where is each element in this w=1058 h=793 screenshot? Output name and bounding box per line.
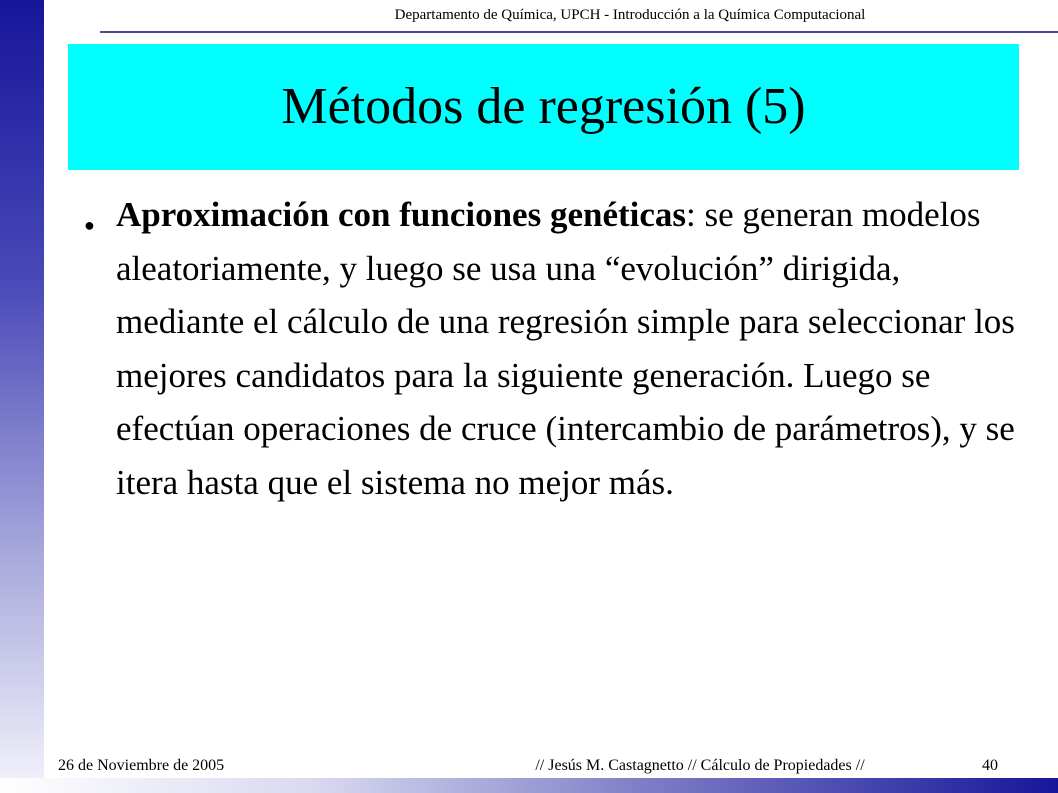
slide-title: Métodos de regresión (5) (281, 78, 806, 135)
page-number: 40 (982, 757, 998, 774)
bullet-term: Aproximación con funciones genéticas (116, 195, 687, 234)
bottom-decorative-bar (0, 778, 1058, 793)
bullet-paragraph (116, 188, 1016, 509)
bullet-icon: ● (84, 215, 95, 235)
bullet-text: : se generan modelos aleatoriamente, y luego se usa una “evolución” dirigida, mediante el cálculo de una regresión simple para seleccionar los mejores candidatos para la siguiente generación. Luego se efectúan operaciones de cruce (intercambio de parámetros), y se itera hasta que el sistema no mejor más. (116, 195, 1015, 502)
header-divider (100, 31, 1058, 33)
slide-header: Departamento de Química, UPCH - Introducción a la Química Computacional (394, 7, 866, 23)
footer-author: // Jesús M. Castagnetto // Cálculo de Propiedades // (535, 757, 865, 774)
left-decorative-bar (0, 0, 44, 793)
title-banner (68, 44, 1019, 170)
footer-date: 26 de Noviembre de 2005 (58, 757, 225, 774)
